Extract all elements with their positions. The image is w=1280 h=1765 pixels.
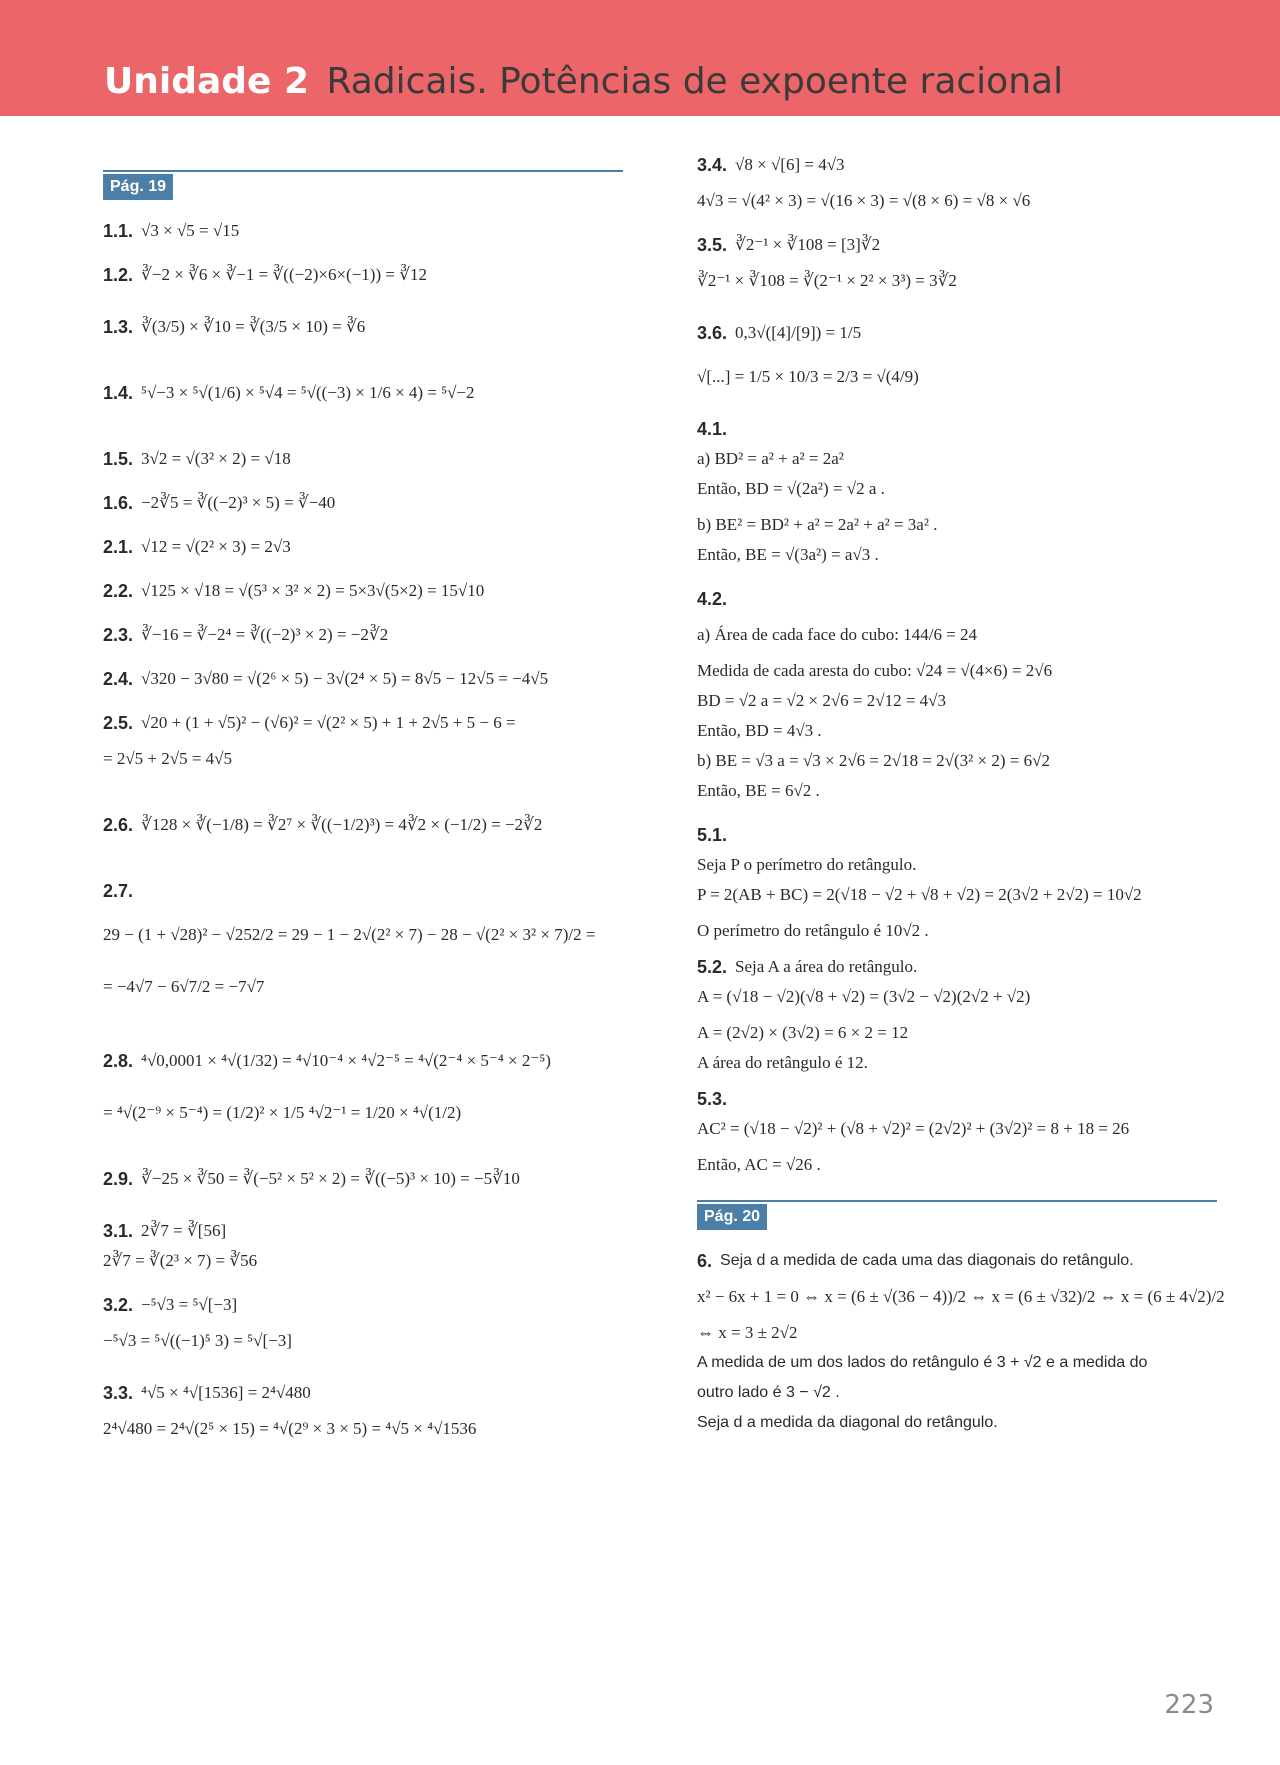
statement: A medida de um dos lados do retângulo é 3 + √2 e a medida do bbox=[697, 1354, 1148, 1371]
exercise-label: 2.2. bbox=[103, 581, 134, 601]
exercise-2-7 bbox=[103, 876, 623, 1002]
exercise-3-5 bbox=[697, 230, 1217, 296]
exercise-label: 2.9. bbox=[103, 1169, 134, 1189]
equation: Seja P o perímetro do retângulo. bbox=[697, 855, 917, 874]
exercise-1-2 bbox=[103, 260, 623, 290]
equation: a) BD² = a² + a² = 2a² bbox=[697, 449, 844, 468]
left-column bbox=[103, 150, 623, 1444]
exercise-2-3 bbox=[103, 620, 623, 650]
equation: √[...] = 1/5 × 10/3 = 2/3 = √(4/9) bbox=[697, 367, 919, 386]
equation: ∛−2 × ∛6 × ∛−1 = ∛((−2)×6×(−1)) = ∛12 bbox=[141, 265, 428, 284]
exercise-3-1 bbox=[103, 1216, 623, 1276]
equation: −⁵√3 = ⁵√((−1)⁵ 3) = ⁵√[−3] bbox=[103, 1331, 292, 1350]
exercise-label: 4.2. bbox=[697, 589, 728, 609]
equation: 0,3√([4]/[9]) = 1/5 bbox=[735, 323, 862, 342]
equation: ∛−25 × ∛50 = ∛(−5² × 5² × 2) = ∛((−5)³ × 10) = −5∛10 bbox=[141, 1169, 520, 1188]
equation: AC² = (√18 − √2)² + (√8 + √2)² = (2√2)² + (3√2)² = 8 + 18 = 26 bbox=[697, 1119, 1130, 1138]
exercise-2-8 bbox=[103, 1046, 623, 1128]
exercise-label: 1.2. bbox=[103, 265, 134, 285]
exercise-label: 1.5. bbox=[103, 449, 134, 469]
equation: √12 = √(2² × 3) = 2√3 bbox=[141, 537, 291, 556]
equation: ⁴√5 × ⁴√[1536] = 2⁴√480 bbox=[141, 1383, 311, 1402]
unit-label: Unidade 2 bbox=[104, 61, 310, 102]
exercise-label: 5.2. bbox=[697, 957, 728, 977]
exercise-6 bbox=[697, 1246, 1225, 1438]
section-header-pag20 bbox=[697, 1180, 1217, 1236]
equation: ⁵√−3 × ⁵√(1/6) × ⁵√4 = ⁵√((−3) × 1/6 × 4) = ⁵√−2 bbox=[141, 383, 475, 402]
exercise-label: 1.6. bbox=[103, 493, 134, 513]
exercise-label: 2.4. bbox=[103, 669, 134, 689]
section-tag: Pág. 20 bbox=[697, 1204, 767, 1230]
exercise-label: 2.1. bbox=[103, 537, 134, 557]
exercise-2-5 bbox=[103, 708, 623, 774]
equation: ∛(3/5) × ∛10 = ∛(3/5 × 10) = ∛6 bbox=[141, 317, 366, 336]
exercise-label: 6. bbox=[697, 1251, 713, 1271]
exercise-label: 1.4. bbox=[103, 383, 134, 403]
equation: √3 × √5 = √15 bbox=[141, 221, 240, 240]
exercise-label: 1.3. bbox=[103, 317, 134, 337]
equation: = 2√5 + 2√5 = 4√5 bbox=[103, 749, 233, 768]
exercise-label: 4.1. bbox=[697, 419, 728, 439]
exercise-5-2 bbox=[697, 952, 1217, 1078]
exercise-label: 3.1. bbox=[103, 1221, 134, 1241]
equation: ∛−16 = ∛−2⁴ = ∛((−2)³ × 2) = −2∛2 bbox=[141, 625, 389, 644]
exercise-1-1 bbox=[103, 216, 623, 246]
equation: b) BE = √3 a = √3 × 2√6 = 2√18 = 2√(3² × 2) = 6√2 bbox=[697, 751, 1050, 770]
equation: Então, BD = √(2a²) = √2 a . bbox=[697, 479, 885, 498]
equation: −⁵√3 = ⁵√[−3] bbox=[141, 1295, 238, 1314]
equation: Então, AC = √26 . bbox=[697, 1155, 821, 1174]
equation: √320 − 3√80 = √(2⁶ × 5) − 3√(2⁴ × 5) = 8√5 − 12√5 = −4√5 bbox=[141, 669, 549, 688]
exercise-label: 2.3. bbox=[103, 625, 134, 645]
equation: a) Área de cada face do cubo: 144/6 = 24 bbox=[697, 625, 978, 644]
exercise-label: 3.4. bbox=[697, 155, 728, 175]
exercise-3-4 bbox=[697, 150, 1217, 216]
chapter-title bbox=[104, 60, 1063, 104]
exercise-3-6 bbox=[697, 318, 1217, 392]
exercise-label: 3.3. bbox=[103, 1383, 134, 1403]
exercise-label: 3.6. bbox=[697, 323, 728, 343]
section-rule bbox=[697, 1200, 1217, 1202]
equation: Então, BE = 6√2 . bbox=[697, 781, 820, 800]
equation: ∛2⁻¹ × ∛108 = [3]∛2 bbox=[735, 235, 881, 254]
equation: A = (√18 − √2)(√8 + √2) = (3√2 − √2)(2√2 + √2) bbox=[697, 987, 1031, 1006]
equation: x² − 6x + 1 = 0 ⇔ x = (6 ± √(36 − 4))/2 ⇔ x = (6 ± √32)/2 ⇔ x = (6 ± 4√2)/2 bbox=[697, 1287, 1225, 1306]
equation: A área do retângulo é 12. bbox=[697, 1053, 868, 1072]
exercise-1-4 bbox=[103, 378, 623, 408]
equation: = ⁴√(2⁻⁹ × 5⁻⁴) = (1/2)² × 1/5 ⁴√2⁻¹ = 1/20 × ⁴√(1/2) bbox=[103, 1103, 462, 1122]
equation: 2∛7 = ∛[56] bbox=[141, 1221, 227, 1240]
equation: 4√3 = √(4² × 3) = √(16 × 3) = √(8 × 6) = √8 × √6 bbox=[697, 191, 1031, 210]
equation: √20 + (1 + √5)² − (√6)² = √(2² × 5) + 1 + 2√5 + 5 − 6 = bbox=[141, 713, 516, 732]
equation: ⁴√0,0001 × ⁴√(1/32) = ⁴√10⁻⁴ × ⁴√2⁻⁵ = ⁴√(2⁻⁴ × 5⁻⁴ × 2⁻⁵) bbox=[141, 1051, 551, 1070]
exercise-4-1 bbox=[697, 414, 1217, 570]
exercise-2-4 bbox=[103, 664, 623, 694]
equation: ⇔ x = 3 ± 2√2 bbox=[697, 1323, 798, 1342]
exercise-1-6 bbox=[103, 488, 623, 518]
exercise-2-9 bbox=[103, 1164, 623, 1194]
section-rule bbox=[103, 170, 623, 172]
exercise-label: 5.1. bbox=[697, 825, 728, 845]
exercise-1-3 bbox=[103, 312, 623, 342]
statement: Seja d a medida de cada uma das diagonais do retângulo. bbox=[720, 1252, 1134, 1269]
section-tag: Pág. 19 bbox=[103, 174, 173, 200]
equation: 2⁴√480 = 2⁴√(2⁵ × 15) = ⁴√(2⁹ × 3 × 5) = ⁴√5 × ⁴√1536 bbox=[103, 1419, 477, 1438]
equation: 3√2 = √(3² × 2) = √18 bbox=[141, 449, 291, 468]
equation: Medida de cada aresta do cubo: √24 = √(4×6) = 2√6 bbox=[697, 661, 1053, 680]
exercise-label: 2.6. bbox=[103, 815, 134, 835]
equation: BD = √2 a = √2 × 2√6 = 2√12 = 4√3 bbox=[697, 691, 946, 710]
exercise-2-2 bbox=[103, 576, 623, 606]
equation: √125 × √18 = √(5³ × 3² × 2) = 5×3√(5×2) = 15√10 bbox=[141, 581, 485, 600]
section-header-pag19 bbox=[103, 150, 623, 206]
equation: ∛128 × ∛(−1/8) = ∛2⁷ × ∛((−1/2)³) = 4∛2 × (−1/2) = −2∛2 bbox=[141, 815, 543, 834]
equation: 29 − (1 + √28)² − √252/2 = 29 − 1 − 2√(2² × 7) − 28 − √(2² × 3² × 7)/2 = bbox=[103, 925, 596, 944]
exercise-1-5 bbox=[103, 444, 623, 474]
page-banner bbox=[0, 0, 1280, 116]
equation: O perímetro do retângulo é 10√2 . bbox=[697, 921, 929, 940]
exercise-label: 1.1. bbox=[103, 221, 134, 241]
equation: A = (2√2) × (3√2) = 6 × 2 = 12 bbox=[697, 1023, 909, 1042]
equation: = −4√7 − 6√7/2 = −7√7 bbox=[103, 977, 265, 996]
equation: Então, BE = √(3a²) = a√3 . bbox=[697, 545, 879, 564]
statement: Seja d a medida da diagonal do retângulo. bbox=[697, 1414, 998, 1431]
exercise-5-1 bbox=[697, 820, 1217, 946]
equation: 2∛7 = ∛(2³ × 7) = ∛56 bbox=[103, 1251, 258, 1270]
exercise-5-3 bbox=[697, 1084, 1217, 1180]
page-number: 223 bbox=[1164, 1690, 1214, 1720]
exercise-2-6 bbox=[103, 810, 623, 840]
exercise-label: 2.5. bbox=[103, 713, 134, 733]
exercise-label: 5.3. bbox=[697, 1089, 728, 1109]
equation: ∛2⁻¹ × ∛108 = ∛(2⁻¹ × 2² × 3³) = 3∛2 bbox=[697, 271, 957, 290]
exercise-label: 3.2. bbox=[103, 1295, 134, 1315]
equation: −2∛5 = ∛((−2)³ × 5) = ∛−40 bbox=[141, 493, 336, 512]
right-column bbox=[697, 150, 1225, 1438]
topic-title: Radicais. Potências de expoente racional bbox=[326, 61, 1064, 102]
exercise-4-2 bbox=[697, 584, 1217, 806]
exercise-2-1 bbox=[103, 532, 623, 562]
exercise-3-3 bbox=[103, 1378, 623, 1444]
equation: Seja A a área do retângulo. bbox=[735, 957, 918, 976]
equation: √8 × √[6] = 4√3 bbox=[735, 155, 845, 174]
equation: P = 2(AB + BC) = 2(√18 − √2 + √8 + √2) = 2(3√2 + 2√2) = 10√2 bbox=[697, 885, 1142, 904]
equation: Então, BD = 4√3 . bbox=[697, 721, 822, 740]
statement: outro lado é 3 − √2 . bbox=[697, 1384, 840, 1401]
exercise-3-2 bbox=[103, 1290, 623, 1356]
exercise-label: 2.8. bbox=[103, 1051, 134, 1071]
exercise-label: 2.7. bbox=[103, 881, 134, 901]
equation: b) BE² = BD² + a² = 2a² + a² = 3a² . bbox=[697, 515, 938, 534]
exercise-label: 3.5. bbox=[697, 235, 728, 255]
